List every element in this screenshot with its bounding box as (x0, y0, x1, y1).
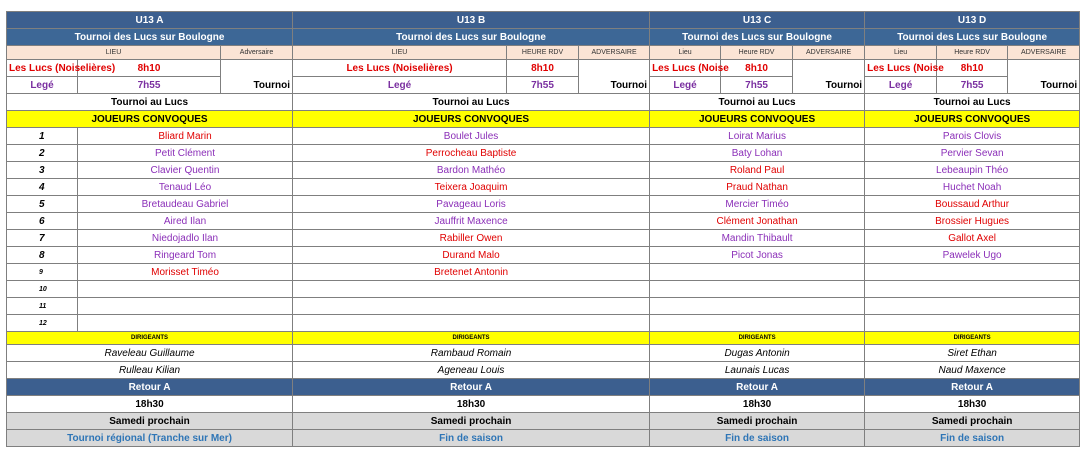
player-row (7, 196, 1080, 213)
player-row (7, 281, 1080, 298)
player-name-c (650, 264, 865, 281)
player-name-c: Roland Paul (650, 162, 865, 179)
player-row (7, 230, 1080, 247)
lieu-row-2 (7, 77, 1080, 94)
player-name-d (865, 281, 1080, 298)
player-name-b (293, 298, 650, 315)
player-name-b: Bardon Mathéo (293, 162, 650, 179)
retour-d: Retour A (865, 379, 1080, 396)
player-name-c: Clément Jonathan (650, 213, 865, 230)
header-lieu-c: Lieu (650, 46, 721, 60)
header-adversaire-a: Adversaire (221, 46, 293, 60)
player-name-c: Loirat Marius (650, 128, 865, 145)
player-name-c (650, 281, 865, 298)
player-number: 4 (7, 179, 78, 196)
player-number: 11 (7, 298, 78, 315)
adversaire-a: Tournoi (221, 60, 293, 94)
player-row (7, 315, 1080, 332)
dirigeants-label-c: DIRIGEANTS (650, 332, 865, 345)
lieu1-c: Les Lucs (Noise (650, 60, 721, 77)
header-lieu-b: LIEU (293, 46, 507, 60)
event-d: Tournoi des Lucs sur Boulogne (865, 29, 1080, 46)
lieu2-c: Legé (650, 77, 721, 94)
player-number: 10 (7, 281, 78, 298)
dirigeant1-d: Siret Ethan (865, 345, 1080, 362)
header-heure-d: Heure RDV (937, 46, 1008, 60)
dirigeants-header-row (7, 332, 1080, 345)
player-name-d: Huchet Noah (865, 179, 1080, 196)
convocations-sheet (6, 11, 1080, 447)
header-lieu-d: Lieu (865, 46, 937, 60)
tournoi-c: Tournoi au Lucs (650, 94, 865, 111)
next-event-row (7, 430, 1080, 447)
player-name-c (650, 298, 865, 315)
tournoi-a: Tournoi au Lucs (7, 94, 293, 111)
lieu2-d: Legé (865, 77, 937, 94)
retour-c: Retour A (650, 379, 865, 396)
dirigeants-label-d: DIRIGEANTS (865, 332, 1080, 345)
next-b: Fin de saison (293, 430, 650, 447)
player-name-b: Rabiller Owen (293, 230, 650, 247)
dirigeant-row-2 (7, 362, 1080, 379)
player-name-c: Mercier Timéo (650, 196, 865, 213)
heure1-d: 8h10 (937, 60, 1008, 77)
player-name-b: Boulet Jules (293, 128, 650, 145)
lieu-row-1 (7, 60, 1080, 77)
dirigeants-label-a: DIRIGEANTS (7, 332, 293, 345)
retour-b: Retour A (293, 379, 650, 396)
player-name-d: Lebeaupin Théo (865, 162, 1080, 179)
player-name-c (650, 315, 865, 332)
dirigeant1-b: Rambaud Romain (293, 345, 650, 362)
dirigeant2-a: Rulleau Kilian (7, 362, 293, 379)
dirigeant2-c: Launais Lucas (650, 362, 865, 379)
dirigeant2-d: Naud Maxence (865, 362, 1080, 379)
heure1-c: 8h10 (721, 60, 793, 77)
player-name-d: Pawelek Ugo (865, 247, 1080, 264)
player-number: 12 (7, 315, 78, 332)
player-number: 6 (7, 213, 78, 230)
player-name-a: Bliard Marin (78, 128, 293, 145)
player-name-c: Mandin Thibault (650, 230, 865, 247)
event-b: Tournoi des Lucs sur Boulogne (293, 29, 650, 46)
player-number: 5 (7, 196, 78, 213)
header-lieu-a: LIEU (7, 46, 221, 60)
header-adversaire-c: ADVERSAIRE (793, 46, 865, 60)
player-name-d (865, 298, 1080, 315)
player-name-a: Petit Clément (78, 145, 293, 162)
player-number: 2 (7, 145, 78, 162)
player-number: 3 (7, 162, 78, 179)
tournoi-d: Tournoi au Lucs (865, 94, 1080, 111)
player-name-a: Tenaud Léo (78, 179, 293, 196)
player-name-b: Jauffrit Maxence (293, 213, 650, 230)
player-name-a: Clavier Quentin (78, 162, 293, 179)
retour-row (7, 379, 1080, 396)
player-name-b (293, 281, 650, 298)
tournoi-row (7, 94, 1080, 111)
sheet-body (7, 12, 1080, 447)
event-c: Tournoi des Lucs sur Boulogne (650, 29, 865, 46)
dirigeant1-c: Dugas Antonin (650, 345, 865, 362)
player-name-b: Pavageau Loris (293, 196, 650, 213)
header-heure-b: HEURE RDV (507, 46, 579, 60)
header-adversaire-d: ADVERSAIRE (1008, 46, 1080, 60)
samedi-row (7, 413, 1080, 430)
player-name-a: Aired Ilan (78, 213, 293, 230)
player-name-c: Praud Nathan (650, 179, 865, 196)
player-row (7, 264, 1080, 281)
player-name-a (78, 281, 293, 298)
player-name-d (865, 264, 1080, 281)
retour-time-d: 18h30 (865, 396, 1080, 413)
team-title-row (7, 12, 1080, 29)
player-name-a: Bretaudeau Gabriel (78, 196, 293, 213)
player-name-c: Baty Lohan (650, 145, 865, 162)
team-title-d: U13 D (865, 12, 1080, 29)
player-name-b: Teixera Joaquim (293, 179, 650, 196)
joueurs-label-d: JOUEURS CONVOQUES (865, 111, 1080, 128)
header-heure-c: Heure RDV (721, 46, 793, 60)
team-title-c: U13 C (650, 12, 865, 29)
lieu2-a: Legé (7, 77, 78, 94)
team-title-a: U13 A (7, 12, 293, 29)
player-name-b: Durand Malo (293, 247, 650, 264)
adversaire-c: Tournoi (793, 60, 865, 94)
joueurs-header-row (7, 111, 1080, 128)
lieu1-a: Les Lucs (Noiselières) (7, 60, 78, 77)
heure1-b: 8h10 (507, 60, 579, 77)
retour-time-c: 18h30 (650, 396, 865, 413)
player-name-a (78, 315, 293, 332)
player-name-b: Perrocheau Baptiste (293, 145, 650, 162)
player-row (7, 145, 1080, 162)
heure2-a: 7h55 (78, 77, 221, 94)
player-name-d (865, 315, 1080, 332)
header-adversaire-b: ADVERSAIRE (579, 46, 650, 60)
tournoi-b: Tournoi au Lucs (293, 94, 650, 111)
player-row (7, 298, 1080, 315)
dirigeants-label-b: DIRIGEANTS (293, 332, 650, 345)
heure1-a: 8h10 (78, 60, 221, 77)
next-c: Fin de saison (650, 430, 865, 447)
player-row (7, 213, 1080, 230)
player-number: 9 (7, 264, 78, 281)
player-name-d: Boussaud Arthur (865, 196, 1080, 213)
player-row (7, 247, 1080, 264)
dirigeant2-b: Ageneau Louis (293, 362, 650, 379)
player-name-b (293, 315, 650, 332)
team-title-b: U13 B (293, 12, 650, 29)
player-number: 1 (7, 128, 78, 145)
player-number: 7 (7, 230, 78, 247)
next-d: Fin de saison (865, 430, 1080, 447)
retour-a: Retour A (7, 379, 293, 396)
adversaire-d: Tournoi (1008, 60, 1080, 94)
samedi-c: Samedi prochain (650, 413, 865, 430)
dirigeant-row-1 (7, 345, 1080, 362)
next-a: Tournoi régional (Tranche sur Mer) (7, 430, 293, 447)
player-name-a (78, 298, 293, 315)
lieu1-d: Les Lucs (Noise (865, 60, 937, 77)
adversaire-b: Tournoi (579, 60, 650, 94)
joueurs-label-b: JOUEURS CONVOQUES (293, 111, 650, 128)
player-name-a: Ringeard Tom (78, 247, 293, 264)
retour-time-b: 18h30 (293, 396, 650, 413)
lieu2-b: Legé (293, 77, 507, 94)
heure2-b: 7h55 (507, 77, 579, 94)
player-name-d: Pervier Sevan (865, 145, 1080, 162)
player-name-d: Parois Clovis (865, 128, 1080, 145)
samedi-d: Samedi prochain (865, 413, 1080, 430)
player-name-b: Bretenet Antonin (293, 264, 650, 281)
player-number: 8 (7, 247, 78, 264)
heure2-c: 7h55 (721, 77, 793, 94)
player-name-d: Brossier Hugues (865, 213, 1080, 230)
player-row (7, 162, 1080, 179)
dirigeant1-a: Raveleau Guillaume (7, 345, 293, 362)
player-row (7, 179, 1080, 196)
player-name-a: Morisset Timéo (78, 264, 293, 281)
samedi-b: Samedi prochain (293, 413, 650, 430)
column-header-row (7, 46, 1080, 60)
player-name-c: Picot Jonas (650, 247, 865, 264)
player-name-a: Niedojadlo Ilan (78, 230, 293, 247)
retour-time-a: 18h30 (7, 396, 293, 413)
player-name-d: Gallot Axel (865, 230, 1080, 247)
joueurs-label-a: JOUEURS CONVOQUES (7, 111, 293, 128)
lieu1-b: Les Lucs (Noiselières) (293, 60, 507, 77)
heure2-d: 7h55 (937, 77, 1008, 94)
event-a: Tournoi des Lucs sur Boulogne (7, 29, 293, 46)
player-row (7, 128, 1080, 145)
joueurs-label-c: JOUEURS CONVOQUES (650, 111, 865, 128)
samedi-a: Samedi prochain (7, 413, 293, 430)
retour-time-row (7, 396, 1080, 413)
event-row (7, 29, 1080, 46)
